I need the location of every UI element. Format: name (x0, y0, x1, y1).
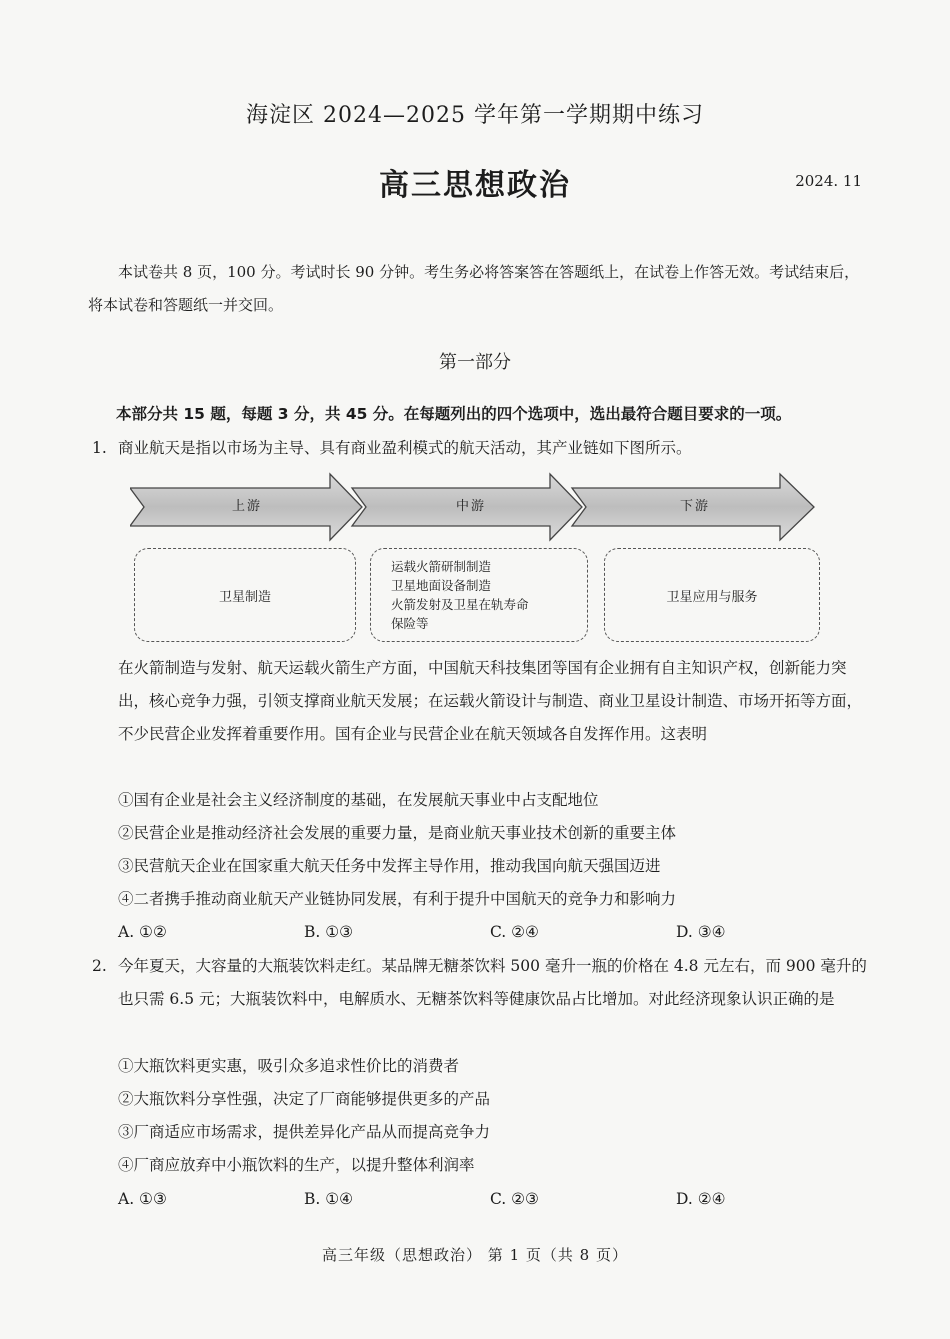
q1-choices (118, 916, 868, 949)
q1-stem-text: 商业航天是指以市场为主导、具有商业盈利模式的航天活动，其产业链如下图所示。 (118, 439, 692, 457)
midstream-line: 运载火箭研制制造 (391, 559, 492, 574)
subject-title: 高三思想政治 (379, 168, 571, 203)
midstream-line: 火箭发射及卫星在轨寿命 (391, 597, 529, 612)
q1-stem (92, 432, 868, 465)
q1-option-3: ③民营航天企业在国家重大航天任务中发挥主导作用，推动我国向航天强国迈进 (118, 857, 661, 875)
q2-stem-text: 今年夏天，大容量的大瓶装饮料走红。某品牌无糖茶饮料 500 毫升一瓶的价格在 4.8 元左右，而 900 毫升的也只需 6.5 元；大瓶装饮料中，电解质水、无糖茶饮料等健康饮品占比增加。对此经济现象认识正确的是 (118, 957, 867, 1008)
q2-choice-d[interactable]: D. ②④ (676, 1190, 726, 1208)
q1-number: 1. (92, 439, 107, 457)
q2-choice-b[interactable]: B. ①④ (304, 1190, 354, 1208)
instructions: 本试卷共 8 页，100 分。考试时长 90 分钟。考生务必将答案答在答题纸上，在试卷上作答无效。考试结束后，将本试卷和答题纸一并交回。 (88, 263, 860, 314)
midstream-label: 中游 (456, 499, 487, 514)
downstream-box (604, 548, 820, 642)
midstream-box (370, 548, 588, 642)
q2-option-1: ①大瓶饮料更实惠，吸引众多追求性价比的消费者 (118, 1057, 460, 1075)
upstream-label: 上游 (232, 499, 263, 514)
midstream-line: 保险等 (391, 616, 429, 631)
upstream-box-text: 卫星制造 (218, 589, 271, 605)
upstream-box (134, 548, 356, 642)
q1-option-2: ②民营企业是推动经济社会发展的重要力量，是商业航天事业技术创新的重要主体 (118, 824, 677, 842)
q1-option-4: ④二者携手推动商业航天产业链协同发展，有利于提升中国航天的竞争力和影响力 (118, 890, 677, 908)
q2-choice-a[interactable]: A. ①③ (118, 1190, 167, 1208)
midstream-box-lines (371, 557, 587, 633)
part-title: 第一部分 (439, 352, 511, 373)
exam-date: 2024. 11 (795, 172, 862, 190)
q2-option-2: ②大瓶饮料分享性强，决定了厂商能够提供更多的产品 (118, 1090, 491, 1108)
q1-paragraph: 在火箭制造与发射、航天运载火箭生产方面，中国航天科技集团等国有企业拥有自主知识产权，创新能力突出，核心竞争力强，引领支撑商业航天发展；在运载火箭设计与制造、商业卫星设计制造、市场开拓等方面，不少民营企业发挥着重要作用。国有企业与民营企业在航天领域各自发挥作用。这表明 (118, 659, 863, 743)
midstream-line: 卫星地面设备制造 (391, 578, 492, 593)
exam-title: 海淀区 2024—2025 学年第一学期期中练习 (246, 103, 704, 128)
part-description: 本部分共 15 题，每题 3 分，共 45 分。在每题列出的四个选项中，选出最符合题目要求的一项。 (116, 405, 792, 423)
q1-choice-c[interactable]: C. ②④ (490, 923, 539, 941)
downstream-label: 下游 (680, 499, 711, 514)
q2-choices (118, 1183, 868, 1216)
downstream-box-text: 卫星应用与服务 (666, 589, 758, 605)
q1-option-1: ①国有企业是社会主义经济制度的基础，在发展航天事业中占支配地位 (118, 791, 599, 809)
q1-choice-b[interactable]: B. ①③ (304, 923, 354, 941)
q2-number: 2. (92, 957, 107, 975)
q2-option-3: ③厂商适应市场需求，提供差异化产品从而提高竞争力 (118, 1123, 491, 1141)
q2-choice-c[interactable]: C. ②③ (490, 1190, 539, 1208)
q1-choice-d[interactable]: D. ③④ (676, 923, 726, 941)
page-footer: 高三年级（思想政治） 第 1 页（共 8 页） (322, 1246, 628, 1264)
q1-choice-a[interactable]: A. ①② (118, 923, 167, 941)
q2-option-4: ④厂商应放弃中小瓶饮料的生产，以提升整体利润率 (118, 1156, 475, 1174)
q2-stem (92, 950, 868, 1016)
